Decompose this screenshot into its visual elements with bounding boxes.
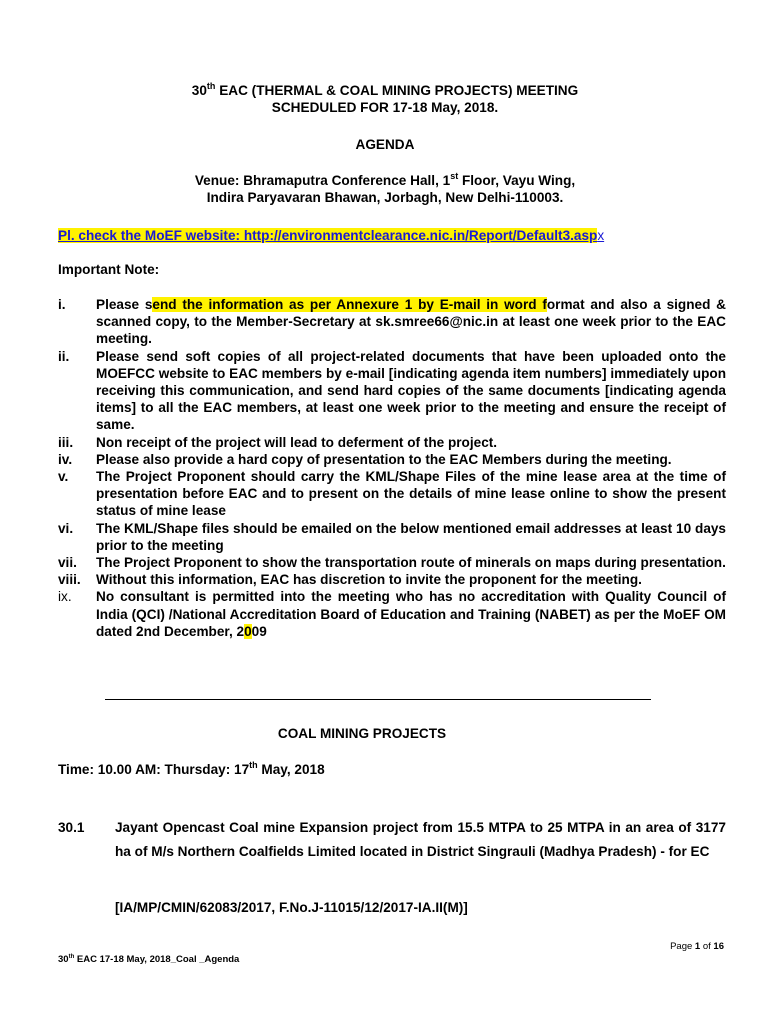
page-total: 16	[713, 941, 724, 952]
agenda-heading: AGENDA	[355, 137, 415, 152]
note-item	[58, 434, 726, 451]
note-text: Non receipt of the project will lead to deferment of the project.	[96, 434, 498, 450]
note-text: Without this information, EAC has discretion to invite the proponent for the meeting.	[96, 572, 642, 588]
note-text	[96, 296, 726, 348]
note-item	[58, 554, 726, 571]
session-time	[58, 762, 325, 777]
note-text-start: No consultant is permitted into the meeting who has no accreditation with Quality Council of India (QCI) /National Accreditation Board of Education and Training (NABET) as per the MoEF OM dated 2nd December, 2	[96, 589, 726, 639]
venue-text: Venue: Bhramaputra Conference Hall, 1	[194, 173, 451, 188]
footer-text: EAC 17-18 May, 2018_Coal _Agenda	[74, 954, 240, 965]
website-link[interactable]	[58, 228, 604, 243]
note-text-end: ormat and also a signed & scanned copy, to the Member-Secretary at sk.smree66@nic.in at least one week prior to the EAC meeting.	[96, 297, 726, 347]
note-number: i.	[58, 297, 66, 312]
session-time-ordinal: th	[249, 760, 258, 770]
note-number: vi.	[58, 520, 74, 536]
note-highlight: 0	[244, 623, 252, 639]
title-text: EAC (THERMAL & COAL MINING PROJECTS) MEETING	[215, 83, 579, 98]
note-item	[58, 348, 726, 434]
note-item	[58, 571, 726, 588]
note-text	[96, 588, 726, 640]
note-text: The KML/Shape files should be emailed on the below mentioned email addresses at least 10 days prior to the meeting	[96, 520, 726, 553]
title-number: 30	[191, 83, 207, 98]
note-number: vii.	[58, 555, 77, 571]
note-number: iii.	[58, 434, 74, 450]
website-link-text[interactable]: Pl. check the MoEF website: http://environmentclearance.nic.in/Report/Default3.asp	[58, 228, 598, 243]
note-item	[58, 588, 726, 640]
page-current: 1	[694, 941, 701, 952]
footer-ordinal: th	[68, 954, 75, 960]
important-notes-list	[58, 296, 726, 640]
note-item	[58, 468, 726, 520]
important-note-heading: Important Note:	[58, 262, 160, 277]
divider	[105, 699, 651, 700]
page-footer	[58, 954, 239, 965]
note-text-start: Please s	[96, 297, 153, 312]
note-number: viii.	[58, 572, 81, 588]
agenda-item	[58, 816, 726, 864]
note-item	[58, 520, 726, 554]
note-number: ii.	[58, 348, 70, 364]
note-text: The Project Proponent to show the transportation route of minerals on maps during presentation.	[96, 555, 726, 571]
title-ordinal: th	[206, 81, 216, 91]
venue-block	[0, 172, 770, 206]
note-text: Please also provide a hard copy of presentation to the EAC Members during the meeting.	[96, 451, 672, 467]
section-heading: COAL MINING PROJECTS	[277, 726, 447, 741]
session-time-text: Time: 10.00 AM: Thursday: 17	[58, 762, 250, 777]
website-link-tail[interactable]: x	[597, 228, 605, 243]
page-number	[560, 941, 724, 952]
note-number: iv.	[58, 451, 73, 467]
footer-number: 30	[58, 954, 69, 965]
note-number: ix.	[58, 589, 72, 605]
meeting-title	[0, 82, 770, 116]
agenda-item-reference: [IA/MP/CMIN/62083/2017, F.No.J-11015/12/2017-IA.II(M)]	[115, 900, 468, 915]
venue-floor: Floor, Vayu Wing,	[458, 173, 576, 188]
venue-address: Indira Paryavaran Bhawan, Jorbagh, New Delhi-110003.	[206, 190, 564, 205]
note-item	[58, 451, 726, 468]
agenda-item-text: Jayant Opencast Coal mine Expansion project from 15.5 MTPA to 25 MTPA in an area of 3177 ha of M/s Northern Coalfields Limited located in District Singrauli (Madhya Pradesh) - for EC	[115, 820, 726, 859]
page-label: Page	[670, 941, 695, 952]
note-number: v.	[58, 469, 69, 485]
note-text: The Project Proponent should carry the KML/Shape Files of the mine lease area at the time of presentation before EAC and to present on the details of mine lease online to show the present status of mine lease	[96, 469, 726, 519]
note-highlight: end the information as per Annexure 1 by E-mail in word f	[152, 297, 547, 312]
note-text: Please send soft copies of all project-related documents that have been uploaded onto the MOEFCC website to EAC members by e-mail [indicating agenda item numbers] immediately upon receiving this communication, and send hard copies of the same documents [indicating agenda items] to all the EAC members, at least one week prior to the meeting and ensure the receipt of same.	[96, 348, 726, 433]
page-of: of	[700, 941, 714, 952]
note-item	[58, 296, 726, 348]
note-text-end: 09	[251, 623, 267, 639]
title-schedule: SCHEDULED FOR 17-18 May, 2018.	[271, 100, 499, 115]
agenda-item-number: 30.1	[58, 820, 85, 835]
session-time-date: May, 2018	[257, 762, 325, 777]
venue-ordinal: st	[450, 171, 459, 181]
